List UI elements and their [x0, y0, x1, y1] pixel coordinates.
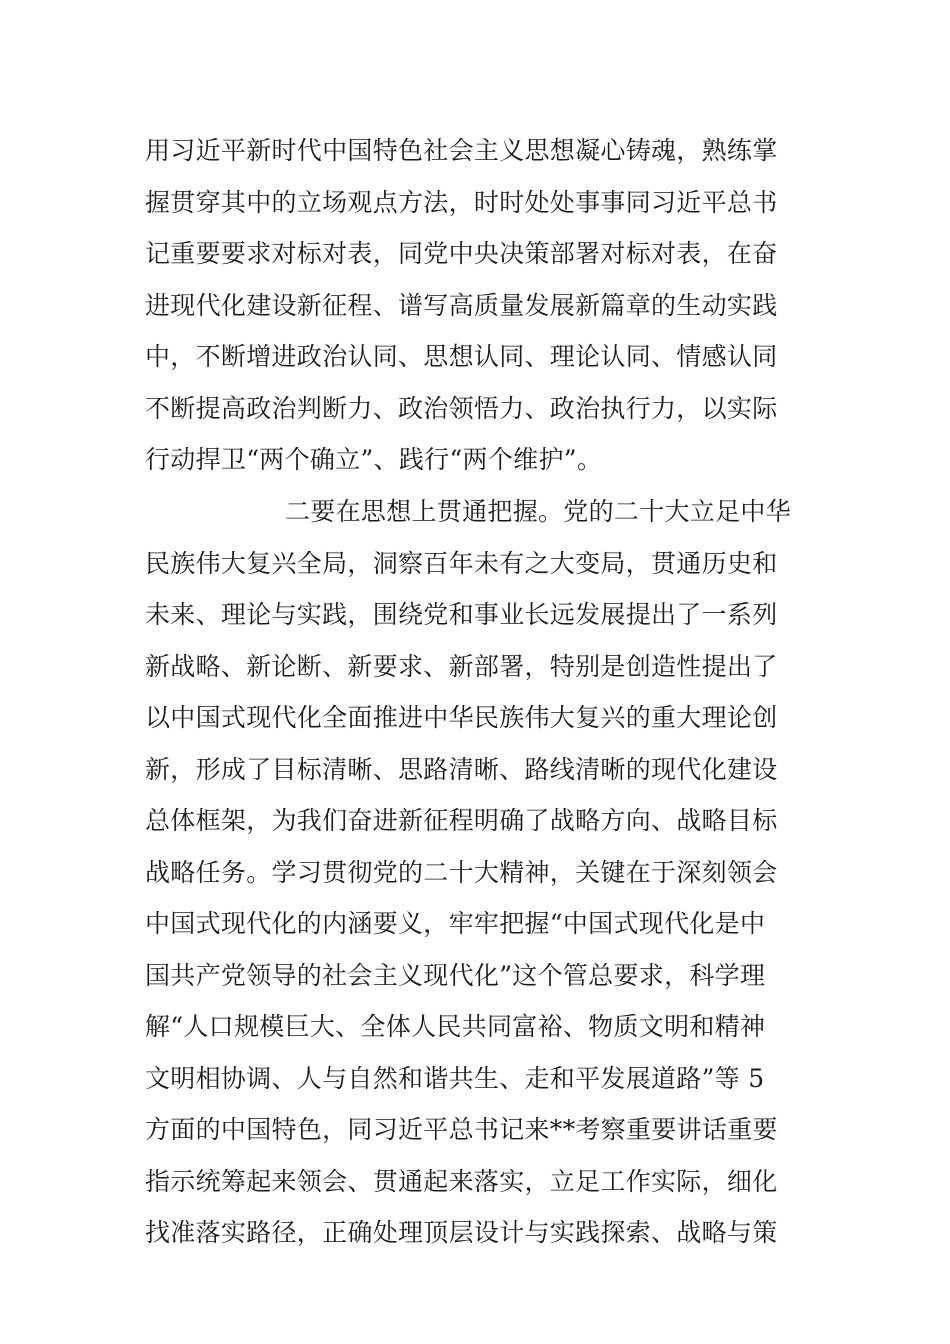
- text-line: 进现代化建设新征程、谱写高质量发展新篇章的生动实践: [145, 290, 778, 320]
- text-line: 记重要要求对标对表，同党中央决策部署对标对表，在奋: [145, 239, 778, 268]
- text-line: 总体框架，为我们奋进新征程明确了战略方向、战略目标: [145, 806, 778, 835]
- text-line: 文明相协调、人与自然和谐共生、走和平发展道路”等 5: [145, 1063, 765, 1093]
- text-line: 新战略、新论断、新要求、新部署，特别是创造性提出了: [145, 651, 778, 681]
- text-line: 战略任务。学习贯彻党的二十大精神，关键在于深刻领会: [145, 857, 778, 887]
- text-line: 新，形成了目标清晰、思路清晰、路线清晰的现代化建设: [145, 754, 778, 784]
- text-line: 国共产党领导的社会主义现代化”这个管总要求，科学理: [145, 960, 766, 990]
- text-line: 指示统筹起来领会、贯通起来落实，立足工作实际，细化: [145, 1166, 778, 1196]
- text-line: 方面的中国特色，同习近平总书记来**考察重要讲话重要: [145, 1115, 778, 1144]
- text-line: 用习近平新时代中国特色社会主义思想凝心铸魂，熟练掌: [145, 136, 778, 165]
- text-line: 中国式现代化的内涵要义，牢牢把握“中国式现代化是中: [145, 909, 766, 938]
- paragraph-1: [145, 125, 815, 486]
- text-line: 找准落实路径，正确处理顶层设计与实践探索、战略与策: [145, 1218, 778, 1247]
- text-line: 行动捍卫“两个确立”、践行“两个维护”。: [145, 445, 603, 474]
- text-line: 握贯穿其中的立场观点方法，时时处处事事同习近平总书: [145, 187, 778, 217]
- text-line: 以中国式现代化全面推进中华民族伟大复兴的重大理论创: [145, 703, 778, 732]
- text-line: 民族伟大复兴全局，洞察百年未有之大变局，贯通历史和: [145, 548, 778, 578]
- paragraph-heading-line: 二要在思想上贯通把握。党的二十大立足中华: [285, 497, 792, 526]
- text-line: 未来、理论与实践，围绕党和事业长远发展提出了一系列: [145, 600, 778, 629]
- text-line: 解“人口规模巨大、全体人民共同富裕、物质文明和精神: [145, 1012, 766, 1041]
- paragraph-2: [145, 486, 815, 1259]
- text-line: 不断提高政治判断力、政治领悟力、政治执行力，以实际: [145, 393, 778, 423]
- text-line: 中，不断增进政治认同、思想认同、理论认同、情感认同: [145, 342, 778, 371]
